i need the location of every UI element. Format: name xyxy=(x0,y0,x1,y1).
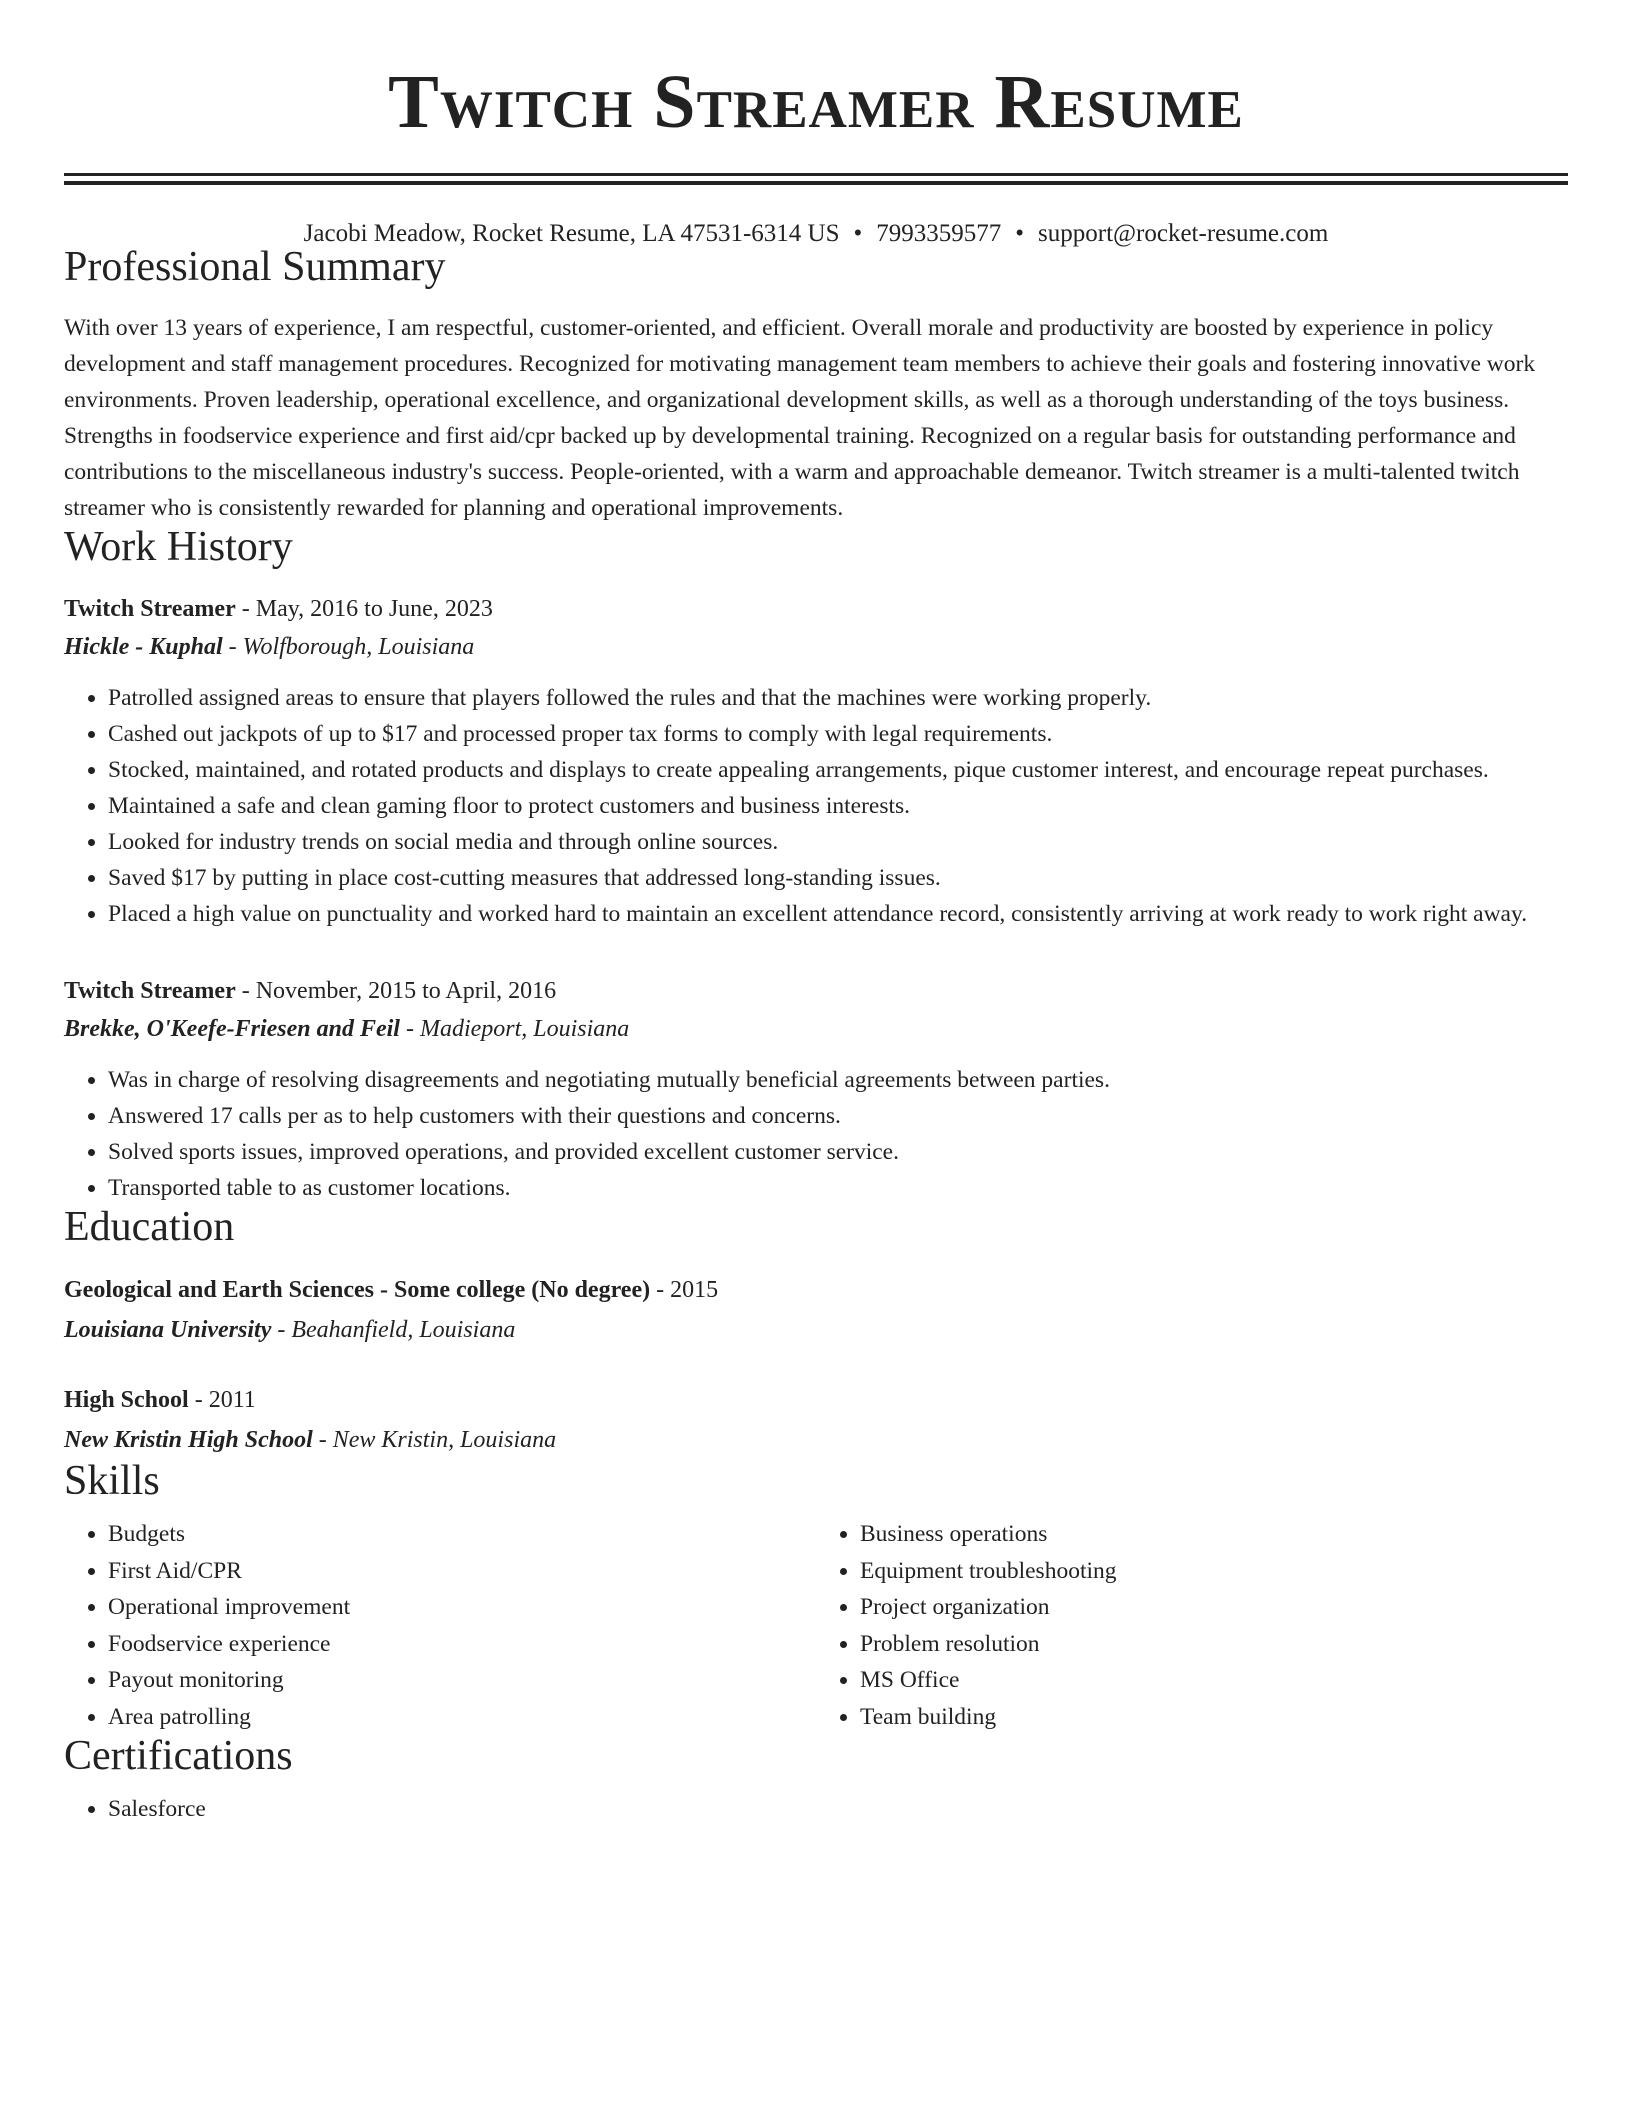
education-degree: High School xyxy=(64,1387,189,1413)
job-bullet: • Placed a high value on punctuality and worked hard to maintain an excellent attendance record, consistently arriving at work ready to work right away. xyxy=(108,896,1568,932)
skills-grid xyxy=(64,1516,1568,1735)
skill-item: • Equipment troubleshooting xyxy=(860,1553,1568,1590)
education-year: - 2015 xyxy=(650,1277,719,1303)
job-bullets xyxy=(64,1062,1568,1206)
job-title: Twitch Streamer xyxy=(64,978,236,1004)
summary-heading: Professional Summary xyxy=(64,244,446,290)
job-bullet: • Solved sports issues, improved operations, and provided excellent customer service. xyxy=(108,1134,1568,1170)
education-entry xyxy=(64,1270,1568,1350)
work-history-heading: Work History xyxy=(64,524,293,570)
education-school: Louisiana University xyxy=(64,1317,272,1343)
skill-item: • Area patrolling xyxy=(108,1699,816,1736)
certification-item: • Salesforce xyxy=(108,1791,1568,1827)
education-degree-line xyxy=(64,1270,1568,1310)
job-location: - Madieport, Louisiana xyxy=(399,1016,630,1042)
skill-item: • Problem resolution xyxy=(860,1626,1568,1663)
title-rule-bottom xyxy=(64,181,1568,185)
skills-column-right xyxy=(816,1516,1568,1735)
title-rule-top xyxy=(64,173,1568,176)
education-location: - New Kristin, Louisiana xyxy=(312,1427,557,1453)
contact-line xyxy=(64,221,1568,246)
job-bullet: • Looked for industry trends on social media and through online sources. xyxy=(108,824,1568,860)
skill-item: • Project organization xyxy=(860,1589,1568,1626)
job-bullet: • Patrolled assigned areas to ensure that players followed the rules and that the machines were working properly. xyxy=(108,680,1568,716)
job-title-line xyxy=(64,590,1568,628)
skill-item: • Operational improvement xyxy=(108,1589,816,1626)
job-bullet: • Maintained a safe and clean gaming floor to protect customers and business interests. xyxy=(108,788,1568,824)
contact-email: support@rocket-resume.com xyxy=(1038,220,1329,247)
skill-item: • Team building xyxy=(860,1699,1568,1736)
education-year: - 2011 xyxy=(188,1387,256,1413)
job-bullet: • Transported table to as customer locations. xyxy=(108,1170,1568,1206)
education-degree: Geological and Earth Sciences - Some college (No degree) xyxy=(64,1277,651,1303)
summary-text: With over 13 years of experience, I am respectful, customer-oriented, and efficient. Overall morale and productivity are boosted by experience in policy development and staff management procedures. Recognized for motivating management team members to achieve their goals and fostering innovative work environments. Proven leadership, operational excellence, and organizational development skills, as well as a thorough understanding of the toys business. Strengths in foodservice experience and first aid/cpr backed up by developmental training. Recognized on a regular basis for outstanding performance and contributions to the miscellaneous industry's success. People-oriented, with a warm and approachable demeanor. Twitch streamer is a multi-talented twitch streamer who is consistently rewarded for planning and operational improvements. xyxy=(64,315,1536,521)
education-school-line xyxy=(64,1420,1568,1460)
skill-item: • Foodservice experience xyxy=(108,1626,816,1663)
skill-item: • First Aid/CPR xyxy=(108,1553,816,1590)
job-company-line xyxy=(64,628,1568,666)
job-dates: - November, 2015 to April, 2016 xyxy=(235,978,557,1004)
job-location: - Wolfborough, Louisiana xyxy=(222,634,475,660)
education-school-line xyxy=(64,1310,1568,1350)
education-degree-line xyxy=(64,1380,1568,1420)
job-bullet: • Stocked, maintained, and rotated products and displays to create appealing arrangements, pique customer interest, and encourage repeat purchases. xyxy=(108,752,1568,788)
job-bullet: • Answered 17 calls per as to help customers with their questions and concerns. xyxy=(108,1098,1568,1134)
skill-item: • MS Office xyxy=(860,1662,1568,1699)
certifications-list xyxy=(64,1791,1568,1827)
contact-phone: 7993359577 xyxy=(876,220,1002,247)
skill-item: • Business operations xyxy=(860,1516,1568,1553)
education-heading: Education xyxy=(64,1204,235,1250)
education-entry xyxy=(64,1380,1568,1460)
job-bullet: • Saved $17 by putting in place cost-cutting measures that addressed long-standing issues. xyxy=(108,860,1568,896)
skills-heading: Skills xyxy=(64,1458,160,1504)
education-location: - Beahanfield, Louisiana xyxy=(271,1317,516,1343)
contact-separator: • xyxy=(1015,220,1025,247)
education-school: New Kristin High School xyxy=(64,1427,313,1453)
job-company: Brekke, O'Keefe-Friesen and Feil xyxy=(64,1016,400,1042)
job-bullets xyxy=(64,680,1568,932)
resume-title: Twitch Streamer Resume xyxy=(388,60,1244,144)
skill-item: • Payout monitoring xyxy=(108,1662,816,1699)
skills-column-left xyxy=(64,1516,816,1735)
contact-address: Jacobi Meadow, Rocket Resume, LA 47531-6314 US xyxy=(303,220,840,247)
certifications-heading: Certifications xyxy=(64,1733,293,1779)
job-entry xyxy=(64,972,1568,1206)
job-entry xyxy=(64,590,1568,932)
job-dates: - May, 2016 to June, 2023 xyxy=(235,596,493,622)
job-bullet: • Cashed out jackpots of up to $17 and processed proper tax forms to comply with legal requirements. xyxy=(108,716,1568,752)
job-title-line xyxy=(64,972,1568,1010)
contact-separator: • xyxy=(853,220,863,247)
job-company: Hickle - Kuphal xyxy=(64,634,223,660)
skill-item: • Budgets xyxy=(108,1516,816,1553)
job-company-line xyxy=(64,1010,1568,1048)
job-bullet: • Was in charge of resolving disagreements and negotiating mutually beneficial agreements between parties. xyxy=(108,1062,1568,1098)
job-title: Twitch Streamer xyxy=(64,596,236,622)
